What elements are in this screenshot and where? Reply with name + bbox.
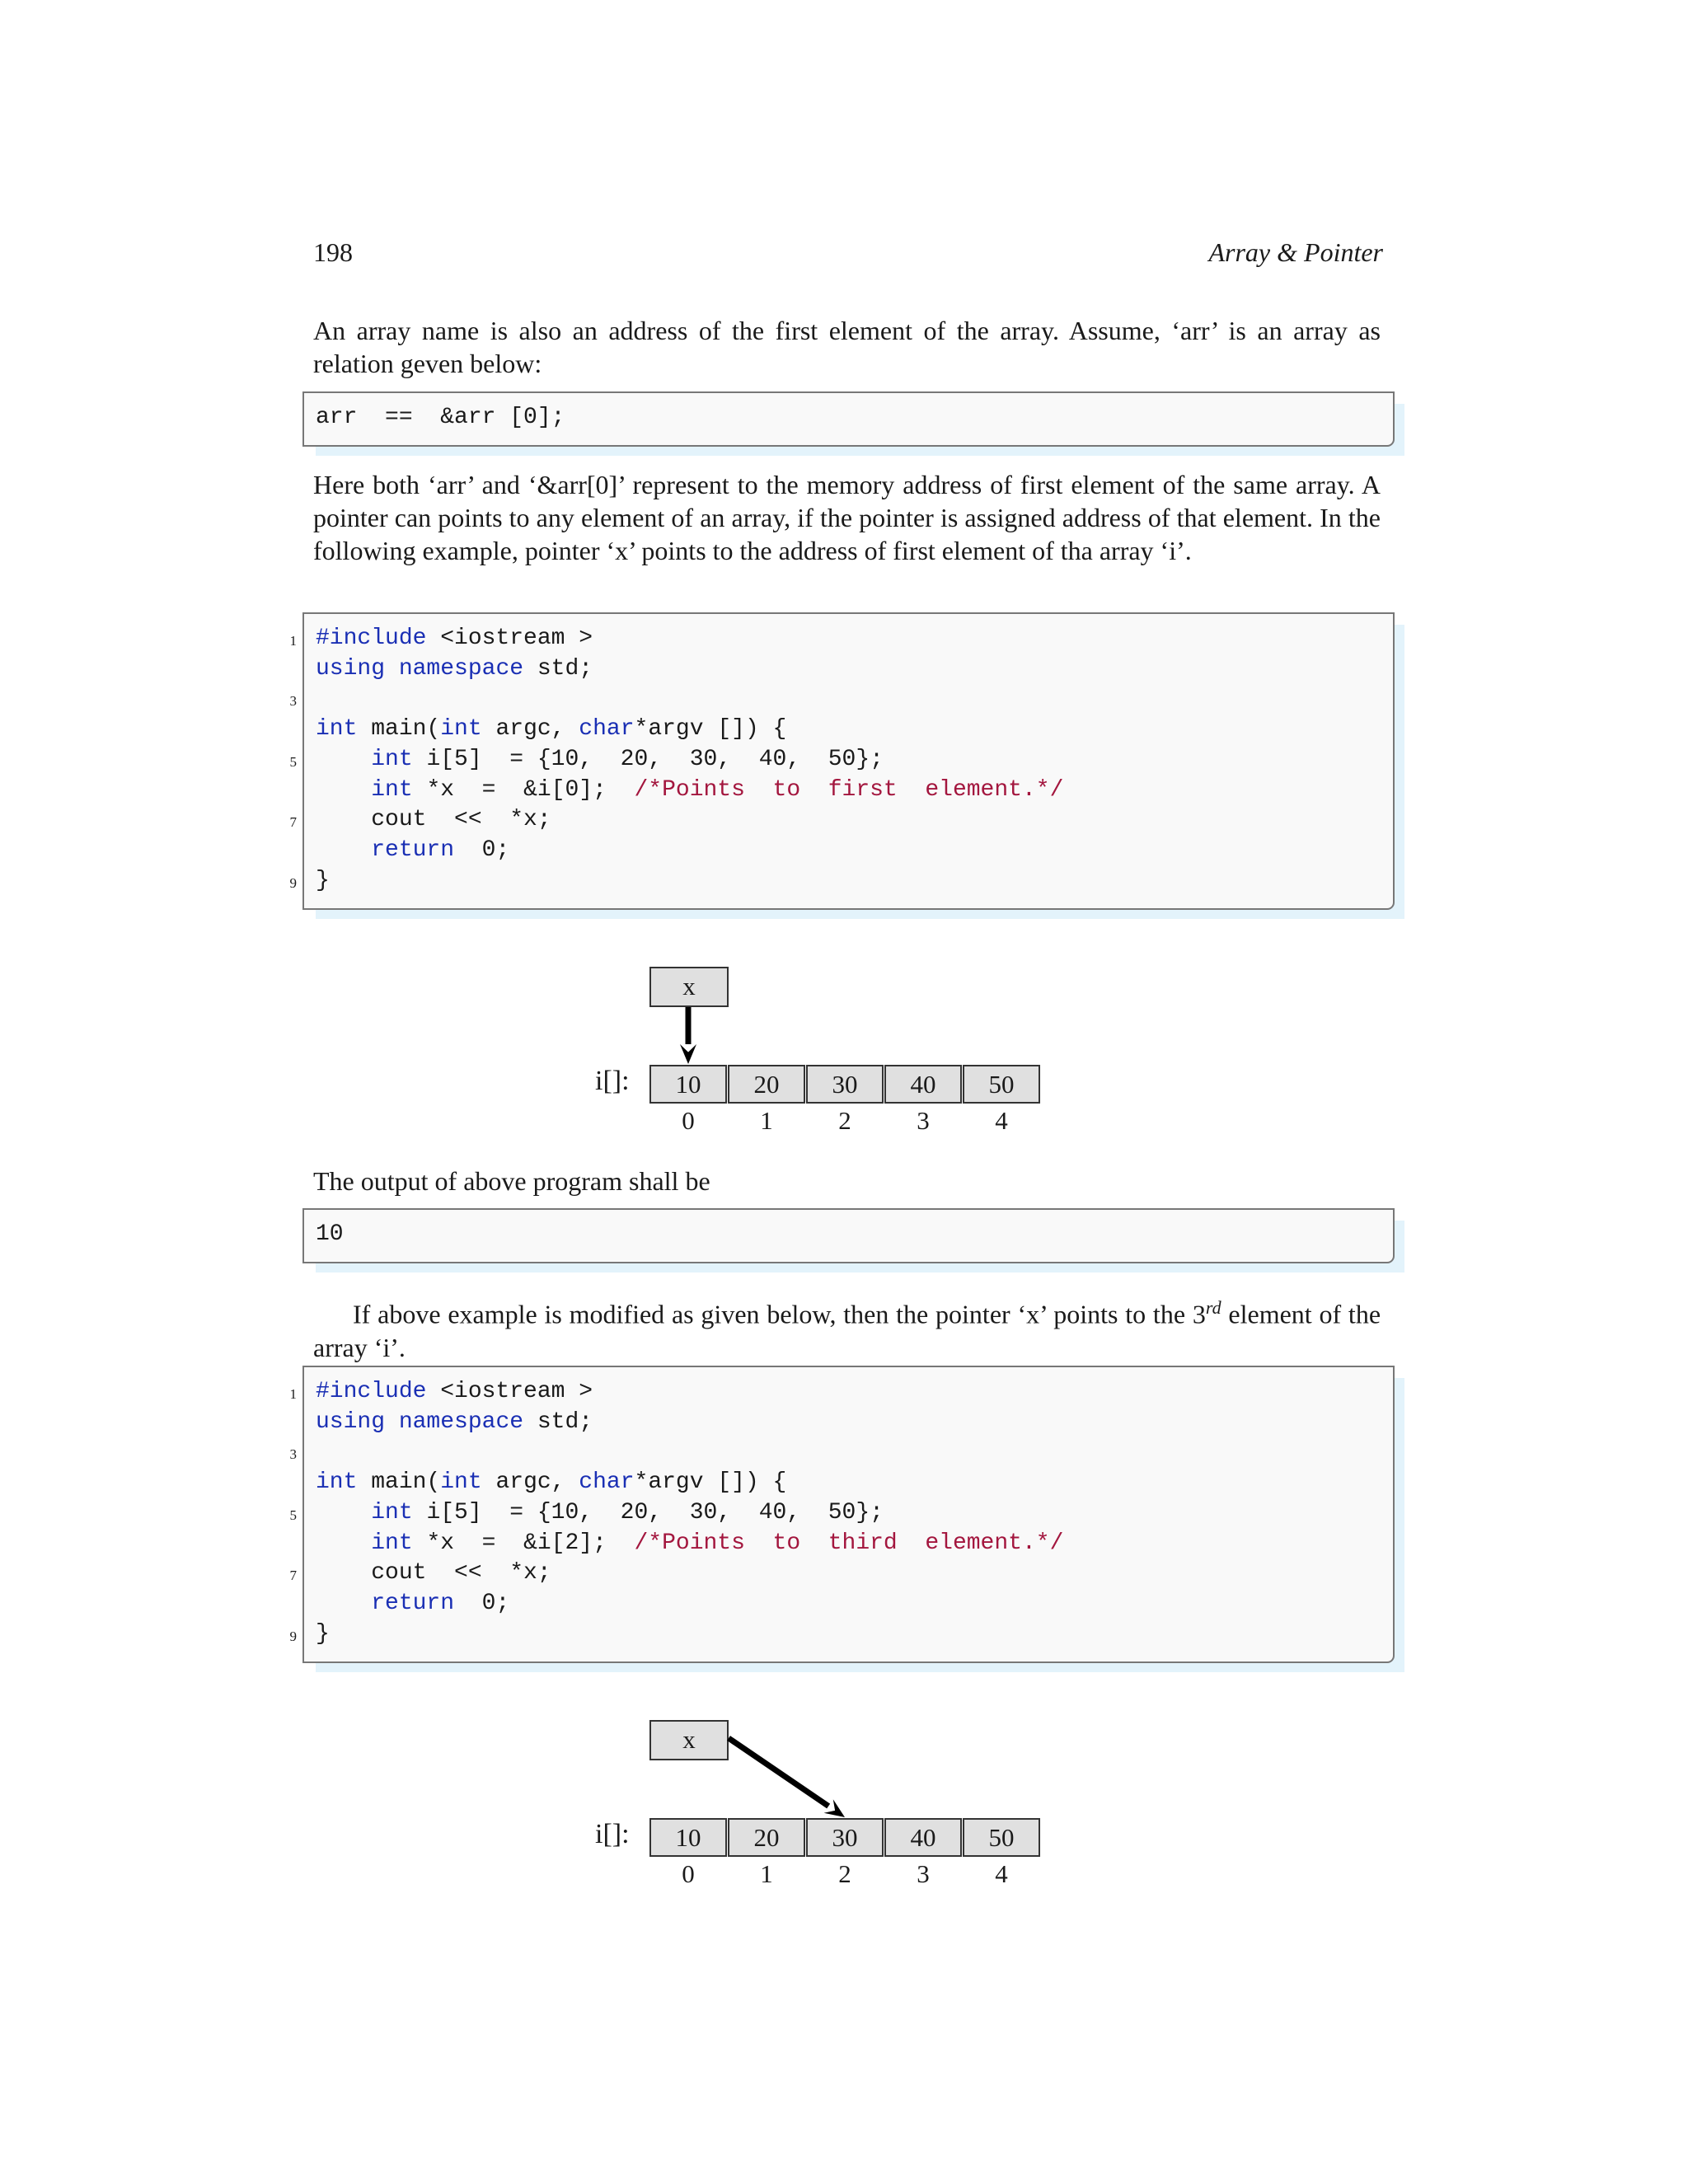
code-text: *x = &i[2]; <box>412 1530 635 1556</box>
chapter-title: Array & Pointer <box>1208 237 1383 267</box>
code-keyword: using <box>316 1408 386 1435</box>
code-text: } <box>316 1620 330 1647</box>
code-keyword: return <box>371 1590 455 1616</box>
array-cell: 10 <box>649 1065 727 1104</box>
code-keyword: int <box>316 716 358 743</box>
code-line <box>316 1528 1063 1558</box>
code-text: *x = &i[0]; <box>412 776 635 803</box>
code-keyword: #include <box>316 1379 427 1404</box>
code-keyword: using <box>316 655 386 682</box>
code-line <box>316 1558 551 1588</box>
code-keyword: int <box>440 716 482 743</box>
explain-paragraph: Here both ‘arr’ and ‘&arr[0]’ represent to the memory address of first element of the same array. A pointer can points to any element of an array, if the pointer is assigned address of that element. In the following example, pointer ‘x’ points to the address of first element of tha array ‘i’. <box>313 470 1381 565</box>
arrow-shaft <box>729 1738 828 1806</box>
code-keyword: int <box>316 1469 358 1496</box>
code-keyword: int <box>371 1499 413 1526</box>
code-line <box>316 714 786 744</box>
code-line <box>316 1376 593 1407</box>
code-text <box>385 656 399 682</box>
code-text <box>316 1591 371 1616</box>
array-index: 1 <box>760 1859 773 1888</box>
line-number: 1 <box>289 633 297 649</box>
array-cell: 50 <box>963 1818 1040 1857</box>
output-value: 10 <box>316 1221 344 1247</box>
code-line <box>316 1619 330 1649</box>
snippet-code: arr == &arr [0]; <box>316 405 565 430</box>
line-number: 3 <box>289 693 297 710</box>
line-number: 3 <box>289 1446 297 1463</box>
code-text <box>316 837 371 863</box>
intro-paragraph: An array name is also an address of the first element of the array. Assume, ‘arr’ is an array as relation geven below: <box>313 316 1381 378</box>
code-text <box>316 1500 371 1526</box>
code-line <box>316 744 884 775</box>
code-line <box>316 835 509 865</box>
code-comment: /*Points to third element.*/ <box>634 1530 1064 1556</box>
arrow-head <box>680 1044 696 1064</box>
code-text <box>316 777 371 803</box>
code-line <box>316 1497 884 1528</box>
code-text <box>316 747 371 772</box>
code-line <box>316 775 1063 805</box>
line-number: 9 <box>289 1628 297 1644</box>
code-keyword: char <box>579 1469 635 1496</box>
code-text: 0; <box>454 837 510 863</box>
code-line <box>316 1467 786 1497</box>
array-index: 0 <box>682 1859 695 1888</box>
array-label: i[]: <box>595 1066 630 1096</box>
array-cell: 40 <box>884 1818 962 1857</box>
code-text <box>316 1530 371 1556</box>
pointer-box: x <box>649 1720 729 1760</box>
modify-text-after: element of the array ‘i’. <box>313 1299 1381 1362</box>
page-number: 198 <box>313 237 353 267</box>
code-text: i[5] = {10, 20, 30, 40, 50}; <box>412 1499 884 1526</box>
code-line <box>316 654 593 684</box>
output-box <box>302 1208 1395 1263</box>
code-text: <iostream > <box>426 626 593 651</box>
modify-paragraph <box>313 1291 1381 1364</box>
code-text: std; <box>523 1408 593 1435</box>
array-index: 3 <box>917 1859 930 1888</box>
array-cell: 10 <box>649 1818 727 1857</box>
code-keyword: int <box>440 1469 482 1496</box>
code-text: } <box>316 867 330 893</box>
array-index: 2 <box>838 1106 851 1135</box>
code-line <box>316 865 330 896</box>
output-intro: The output of above program shall be <box>313 1166 710 1196</box>
code-text: std; <box>523 655 593 682</box>
line-number: 1 <box>289 1386 297 1402</box>
code-line <box>316 623 593 654</box>
array-cell: 20 <box>728 1065 805 1104</box>
array-index: 0 <box>682 1106 695 1135</box>
array-cell: 30 <box>806 1065 884 1104</box>
code-keyword: namespace <box>398 655 524 682</box>
array-index: 2 <box>838 1859 851 1888</box>
array-cell: 20 <box>728 1818 805 1857</box>
code-line <box>316 804 551 835</box>
code-text <box>385 1409 399 1435</box>
code-text: *argv []) { <box>634 1469 787 1496</box>
code-text: cout << *x; <box>316 807 551 833</box>
code-line <box>316 1588 509 1619</box>
code-comment: /*Points to first element.*/ <box>634 776 1064 803</box>
code-text: main( <box>357 716 441 743</box>
code-keyword: namespace <box>398 1408 524 1435</box>
line-number: 5 <box>289 753 297 770</box>
modify-superscript: rd <box>1205 1297 1221 1318</box>
arrow-head <box>824 1799 845 1817</box>
array-cell: 40 <box>884 1065 962 1104</box>
code-text: 0; <box>454 1590 510 1616</box>
array-index: 3 <box>917 1106 930 1135</box>
code-text: <iostream > <box>426 1379 593 1404</box>
code-text: argc, <box>481 716 579 743</box>
array-index: 4 <box>995 1106 1008 1135</box>
array-cell: 50 <box>963 1065 1040 1104</box>
line-number: 5 <box>289 1507 297 1523</box>
modify-text-before: If above example is modified as given below, then the pointer ‘x’ points to the 3 <box>353 1299 1206 1329</box>
code-text: *argv []) { <box>634 716 787 743</box>
array-cell: 30 <box>806 1818 884 1857</box>
code-keyword: int <box>371 746 413 772</box>
array-index: 4 <box>995 1859 1008 1888</box>
code-text: i[5] = {10, 20, 30, 40, 50}; <box>412 746 884 772</box>
code-keyword: int <box>371 776 413 803</box>
pointer-box: x <box>649 967 729 1007</box>
code-text: main( <box>357 1469 441 1496</box>
code-text: cout << *x; <box>316 1560 551 1586</box>
code-keyword: char <box>579 716 635 743</box>
code-keyword: int <box>371 1530 413 1556</box>
line-number: 7 <box>289 814 297 831</box>
array-index: 1 <box>760 1106 773 1135</box>
line-number: 7 <box>289 1568 297 1584</box>
code-keyword: return <box>371 837 455 863</box>
line-number: 9 <box>289 874 297 891</box>
code-text: argc, <box>481 1469 579 1496</box>
code-line <box>316 1407 593 1437</box>
array-label: i[]: <box>595 1819 630 1849</box>
code-keyword: #include <box>316 626 427 651</box>
